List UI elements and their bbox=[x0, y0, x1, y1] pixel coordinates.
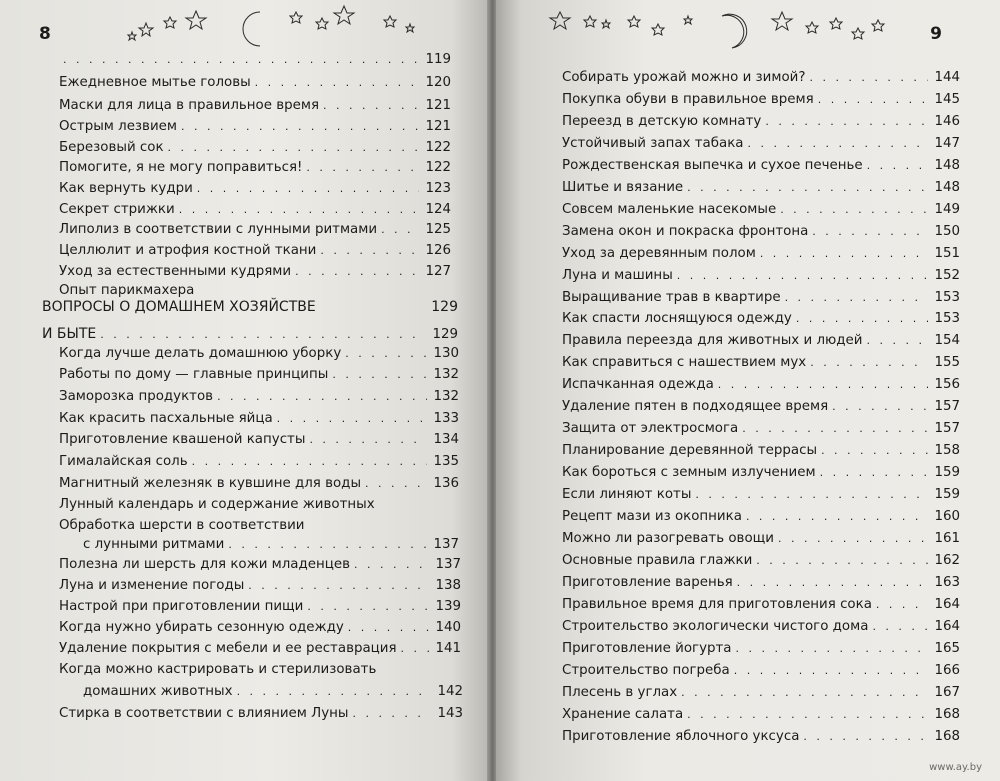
toc-entry: Заморозка продуктов . . . 132 bbox=[59, 389, 459, 405]
dot-leader bbox=[796, 311, 928, 327]
toc-entry-page: 156 bbox=[934, 377, 960, 393]
dot-leader bbox=[866, 333, 928, 349]
moon-icon bbox=[243, 12, 260, 46]
toc-entry: Когда нужно убирать сезонную одежду . . . 140 bbox=[59, 620, 461, 636]
dot-leader bbox=[734, 663, 928, 679]
toc-entry-page: 168 bbox=[934, 728, 960, 744]
toc-entry-page: 155 bbox=[934, 355, 960, 371]
star-icon bbox=[652, 24, 664, 35]
toc-entry-title: Защита от электросмога bbox=[562, 421, 739, 437]
dot-leader bbox=[677, 268, 928, 284]
toc-entry-title: Основные правила глажки bbox=[562, 552, 753, 568]
toc-entry: Секрет стрижки . . . 124 bbox=[59, 202, 451, 218]
toc-entry: Полезна ли шерсть для кожи младенцев . . . 137 bbox=[59, 557, 461, 573]
toc-entry bbox=[562, 619, 960, 635]
toc-entry-title: Уход за деревянным полом bbox=[562, 245, 756, 261]
toc-entry bbox=[562, 92, 960, 108]
toc-entry bbox=[562, 114, 960, 130]
toc-entry-page: 168 bbox=[934, 706, 960, 722]
toc-entry: Гималайская соль . . . 135 bbox=[59, 454, 459, 470]
dot-leader bbox=[821, 443, 928, 459]
toc-entry-wrapped-cont: с лунными ритмами . . . 137 bbox=[83, 537, 459, 553]
toc-entry-page: 165 bbox=[934, 640, 960, 656]
toc-entry bbox=[562, 685, 960, 701]
toc-entry-wrapped: Обработка шерсти в соответствии bbox=[59, 518, 305, 533]
toc-entry-page: 153 bbox=[934, 289, 960, 305]
star-icon bbox=[872, 20, 884, 31]
toc-entry bbox=[562, 531, 960, 547]
toc-entry-title: Покупка обуви в правильное время bbox=[562, 91, 814, 107]
toc-entry: Опыт парикмахера bbox=[59, 283, 195, 298]
watermark: www.ay.by bbox=[929, 762, 982, 773]
toc-entry bbox=[562, 421, 960, 437]
toc-entry bbox=[562, 180, 960, 196]
toc-entry-page: 148 bbox=[934, 179, 960, 195]
star-icon bbox=[584, 16, 596, 27]
dot-leader bbox=[695, 487, 928, 503]
toc-entry bbox=[562, 202, 960, 218]
dot-leader bbox=[809, 70, 928, 86]
toc-entry: . . . 119 bbox=[59, 52, 451, 68]
dot-leader bbox=[876, 597, 928, 613]
page-number-left: 8 bbox=[39, 24, 51, 44]
toc-entry: Работы по дому — главные принципы . . . 132 bbox=[59, 367, 459, 383]
dot-leader bbox=[687, 707, 928, 723]
toc-entry-page: 149 bbox=[934, 201, 960, 217]
dot-leader bbox=[820, 465, 928, 481]
toc-entry-title: Рождественская выпечка и сухое печенье bbox=[562, 157, 863, 173]
dot-leader bbox=[681, 685, 928, 701]
toc-entry: Маски для лица в правильное время . . . 121 bbox=[59, 98, 451, 114]
toc-entry-title: Можно ли разогревать овощи bbox=[562, 530, 774, 546]
toc-entry-title: Переезд в детскую комнату bbox=[562, 113, 762, 129]
toc-entry bbox=[562, 311, 960, 327]
toc-entry-page: 167 bbox=[934, 684, 960, 700]
star-icon bbox=[602, 20, 610, 28]
toc-entry-page: 151 bbox=[934, 245, 960, 261]
star-icon bbox=[406, 24, 414, 32]
toc-entry-page: 157 bbox=[934, 399, 960, 415]
toc-entry bbox=[562, 136, 960, 152]
star-icon bbox=[316, 18, 328, 29]
toc-entry bbox=[562, 465, 960, 481]
toc-entry: Березовый сок . . . 122 bbox=[59, 140, 451, 156]
dot-leader bbox=[812, 224, 928, 240]
star-icon bbox=[830, 18, 842, 29]
toc-entry: Острым лезвием . . . 121 bbox=[59, 119, 451, 135]
toc-entry-title: Правила переезда для животных и людей bbox=[562, 333, 863, 349]
dot-leader bbox=[718, 377, 928, 393]
stars-moon-ornament-right bbox=[536, 4, 916, 54]
toc-entry bbox=[562, 597, 960, 613]
toc-entry-title: Приготовление яблочного уксуса bbox=[562, 728, 800, 744]
toc-entry-page: 159 bbox=[934, 487, 960, 503]
toc-entry-title: Как справиться с нашествием мух bbox=[562, 355, 807, 371]
toc-entry-title: Если линяют коты bbox=[562, 487, 692, 503]
dot-leader bbox=[810, 355, 928, 371]
toc-entry: Стирка в соответствии с влиянием Луны . . . 143 bbox=[59, 706, 463, 722]
toc-entry bbox=[562, 443, 960, 459]
toc-entry-title: Испачканная одежда bbox=[562, 377, 714, 393]
toc-entry-title: Строительство экологически чистого дома bbox=[562, 618, 869, 634]
toc-entry: Уход за естественными кудрями . . . 127 bbox=[59, 264, 451, 280]
toc-entry: Целлюлит и атрофия костной ткани . . . 126 bbox=[59, 243, 451, 259]
star-icon bbox=[384, 16, 396, 27]
toc-entry-title: Планирование деревянной террасы bbox=[562, 443, 818, 459]
section-heading: ВОПРОСЫ О ДОМАШНЕМ ХОЗЯЙСТВЕ 129 bbox=[42, 299, 458, 315]
dot-leader bbox=[818, 92, 928, 108]
toc-entry-title: Правильное время для приготовления сока bbox=[562, 596, 872, 612]
toc-entry: Как красить пасхальные яйца . . . 133 bbox=[59, 411, 459, 427]
star-icon bbox=[128, 32, 136, 40]
stars-moon-ornament-left bbox=[110, 4, 440, 54]
toc-entry-page: 154 bbox=[934, 333, 960, 349]
toc-entry-page: 159 bbox=[934, 465, 960, 481]
toc-entry: Липолиз в соответствии с лунными ритмами . . . 125 bbox=[59, 222, 451, 238]
toc-entry bbox=[562, 158, 960, 174]
toc-entry: Настрой при приготовлении пищи . . . 139 bbox=[59, 599, 461, 615]
toc-entry-wrapped: Когда можно кастрировать и стерилизовать bbox=[59, 662, 377, 677]
toc-entry-page: 146 bbox=[934, 113, 960, 129]
dot-leader bbox=[872, 619, 928, 635]
star-icon bbox=[164, 17, 176, 28]
dot-leader bbox=[803, 729, 928, 745]
star-icon bbox=[290, 12, 302, 23]
star-icon bbox=[684, 16, 692, 24]
toc-entry bbox=[562, 70, 960, 86]
dot-leader bbox=[736, 641, 929, 657]
toc-entry-page: 157 bbox=[934, 421, 960, 437]
star-icon bbox=[772, 12, 792, 30]
toc-entry-page: 152 bbox=[934, 267, 960, 283]
toc-entry-title: Как бороться с земным излучением bbox=[562, 465, 816, 481]
toc-entry-page: 166 bbox=[934, 662, 960, 678]
toc-entry-title: Луна и машины bbox=[562, 267, 673, 283]
moon-icon bbox=[722, 14, 747, 48]
toc-entry bbox=[562, 377, 960, 393]
toc-entry bbox=[562, 290, 960, 306]
star-icon bbox=[628, 16, 640, 27]
toc-entry: Магнитный железняк в кувшине для воды . . . 136 bbox=[59, 476, 459, 492]
star-icon bbox=[852, 28, 864, 39]
toc-entry-title: Хранение салата bbox=[562, 706, 684, 722]
left-page bbox=[0, 0, 490, 781]
toc-entry bbox=[562, 707, 960, 723]
dot-leader bbox=[687, 180, 928, 196]
toc-entry bbox=[562, 487, 960, 503]
toc-entry-page: 150 bbox=[934, 223, 960, 239]
toc-entry-title: Устойчивый запах табака bbox=[562, 135, 744, 151]
toc-entry: Удаление покрытия с мебели и ее реставрация . . . 141 bbox=[59, 641, 461, 657]
toc-entry bbox=[562, 663, 960, 679]
star-icon bbox=[806, 22, 818, 33]
dot-leader bbox=[746, 509, 928, 525]
page-number-right: 9 bbox=[930, 24, 942, 44]
toc-entry-title: Шитье и вязание bbox=[562, 179, 684, 195]
toc-entry-title: Строительство погреба bbox=[562, 662, 730, 678]
toc-entry-page: 148 bbox=[934, 157, 960, 173]
toc-entry-title: Рецепт мази из окопника bbox=[562, 509, 742, 524]
toc-entry-page: 162 bbox=[934, 552, 960, 568]
toc-entry bbox=[562, 268, 960, 284]
dot-leader bbox=[765, 114, 928, 130]
toc-entry-page: 147 bbox=[934, 135, 960, 151]
toc-entry-title: Удаление пятен в подходящее время bbox=[562, 399, 829, 415]
dot-leader bbox=[832, 399, 928, 415]
toc-entry-title: Выращивание трав в квартире bbox=[562, 289, 781, 305]
toc-entry bbox=[562, 575, 960, 591]
dot-leader bbox=[778, 531, 928, 547]
right-page bbox=[496, 0, 1000, 781]
toc-entry-title: Приготовление варенья bbox=[562, 574, 733, 590]
toc-entry bbox=[562, 399, 960, 415]
toc-entry: Когда лучше делать домашнюю уборку . . . 130 bbox=[59, 346, 459, 362]
dot-leader bbox=[785, 290, 928, 306]
star-icon bbox=[186, 11, 206, 29]
toc-entry: Помогите, я не могу поправиться! . . . 122 bbox=[59, 160, 451, 176]
toc-entry-page: 160 bbox=[934, 509, 960, 524]
toc-entry-page: 164 bbox=[934, 618, 960, 634]
toc-entry-page: 164 bbox=[934, 596, 960, 612]
toc-entry-title: Как спасти лоснящуюся одежду bbox=[562, 311, 792, 327]
toc-entry bbox=[562, 355, 960, 371]
toc-entry bbox=[562, 729, 960, 745]
toc-entry-title: Приготовление йогурта bbox=[562, 640, 732, 656]
toc-entry-wrapped-cont: домашних животных . . . 142 bbox=[83, 684, 463, 700]
dot-leader bbox=[760, 246, 928, 262]
toc-entry bbox=[562, 641, 960, 657]
toc-entry-title: Замена окон и покраска фронтона bbox=[562, 223, 809, 239]
dot-leader bbox=[748, 136, 929, 152]
toc-entry bbox=[562, 224, 960, 240]
toc-entry bbox=[562, 246, 960, 262]
toc-entry-page: 161 bbox=[934, 530, 960, 546]
toc-entry-title: Совсем маленькие насекомые bbox=[562, 201, 777, 217]
toc-entry: Ежедневное мытье головы . . . 120 bbox=[59, 75, 451, 91]
toc-entry: Как вернуть кудри . . . 123 bbox=[59, 181, 451, 197]
section-heading-cont: И БЫТЕ . . . 129 bbox=[42, 326, 458, 343]
toc-entry-page: 144 bbox=[934, 70, 960, 85]
star-icon bbox=[550, 12, 570, 29]
dot-leader bbox=[737, 575, 928, 591]
toc-entry-title: Собирать урожай можно и зимой? bbox=[562, 70, 806, 85]
dot-leader bbox=[756, 553, 928, 569]
toc-entry bbox=[562, 553, 960, 569]
toc-entry bbox=[562, 509, 960, 525]
dot-leader bbox=[742, 421, 928, 437]
star-icon bbox=[334, 6, 354, 24]
toc-entry: Луна и изменение погоды . . . 138 bbox=[59, 578, 461, 594]
toc-entry-title: Плесень в углах bbox=[562, 684, 678, 700]
toc-entry-page: 158 bbox=[934, 443, 960, 459]
dot-leader bbox=[780, 202, 928, 218]
toc-entry: Приготовление квашеной капусты . . . 134 bbox=[59, 432, 459, 448]
toc-entry: Лунный календарь и содержание животных bbox=[59, 497, 375, 512]
toc-entry-page: 163 bbox=[934, 574, 960, 590]
toc-entry bbox=[562, 333, 960, 349]
star-icon bbox=[139, 23, 153, 36]
toc-entry-page: 145 bbox=[934, 91, 960, 107]
dot-leader bbox=[867, 158, 928, 174]
toc-entry-page: 153 bbox=[934, 311, 960, 327]
